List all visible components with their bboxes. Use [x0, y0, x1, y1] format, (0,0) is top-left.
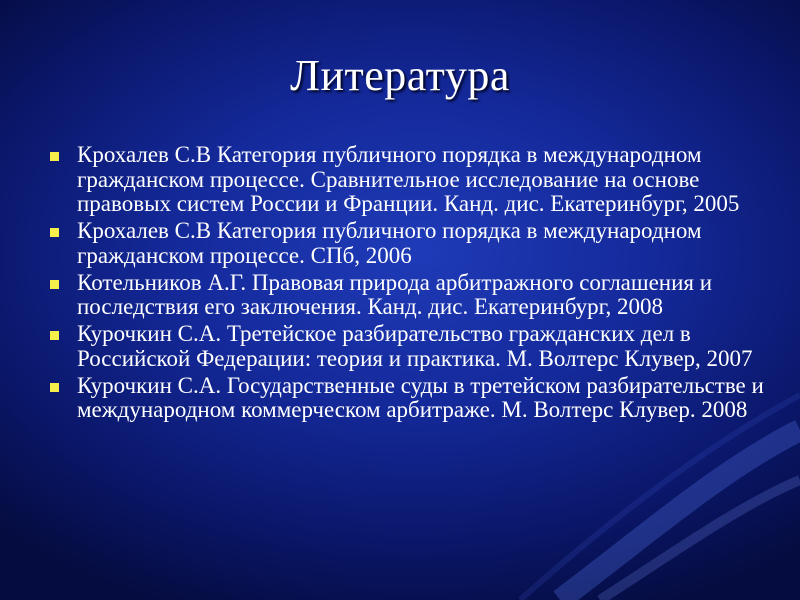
square-bullet-icon	[50, 331, 59, 340]
list-item	[48, 374, 766, 423]
list-item-text: Курочкин С.А. Третейское разбирательство гражданских дел в Российской Федерации: теория и практика. М. Волтерс Клувер, 2007	[77, 321, 753, 371]
square-bullet-icon	[50, 152, 59, 161]
list-item	[48, 143, 766, 217]
bibliography-list	[48, 143, 766, 425]
list-item-text: Крохалев С.В Категория публичного порядка в международном гражданском процессе. СПб, 2006	[77, 218, 702, 268]
square-bullet-icon	[50, 383, 59, 392]
slide-title: Литература	[290, 51, 510, 100]
list-item	[48, 271, 766, 320]
square-bullet-icon	[50, 280, 59, 289]
list-item-text: Крохалев С.В Категория публичного порядка в международном гражданском процессе. Сравнительное исследование на основе правовых систем России и Франции. Канд. дис. Екатеринбург, 2005	[77, 142, 740, 216]
list-item	[48, 322, 766, 371]
list-item-text: Котельников А.Г. Правовая природа арбитражного соглашения и последствия его заключения. Канд. дис. Екатеринбург, 2008	[77, 269, 713, 319]
list-item-text: Курочкин С.А. Государственные суды в третейском разбирательстве и международном коммерческом арбитраже. М. Волтерс Клувер. 2008	[77, 372, 764, 422]
list-item	[48, 219, 766, 268]
square-bullet-icon	[50, 228, 59, 237]
